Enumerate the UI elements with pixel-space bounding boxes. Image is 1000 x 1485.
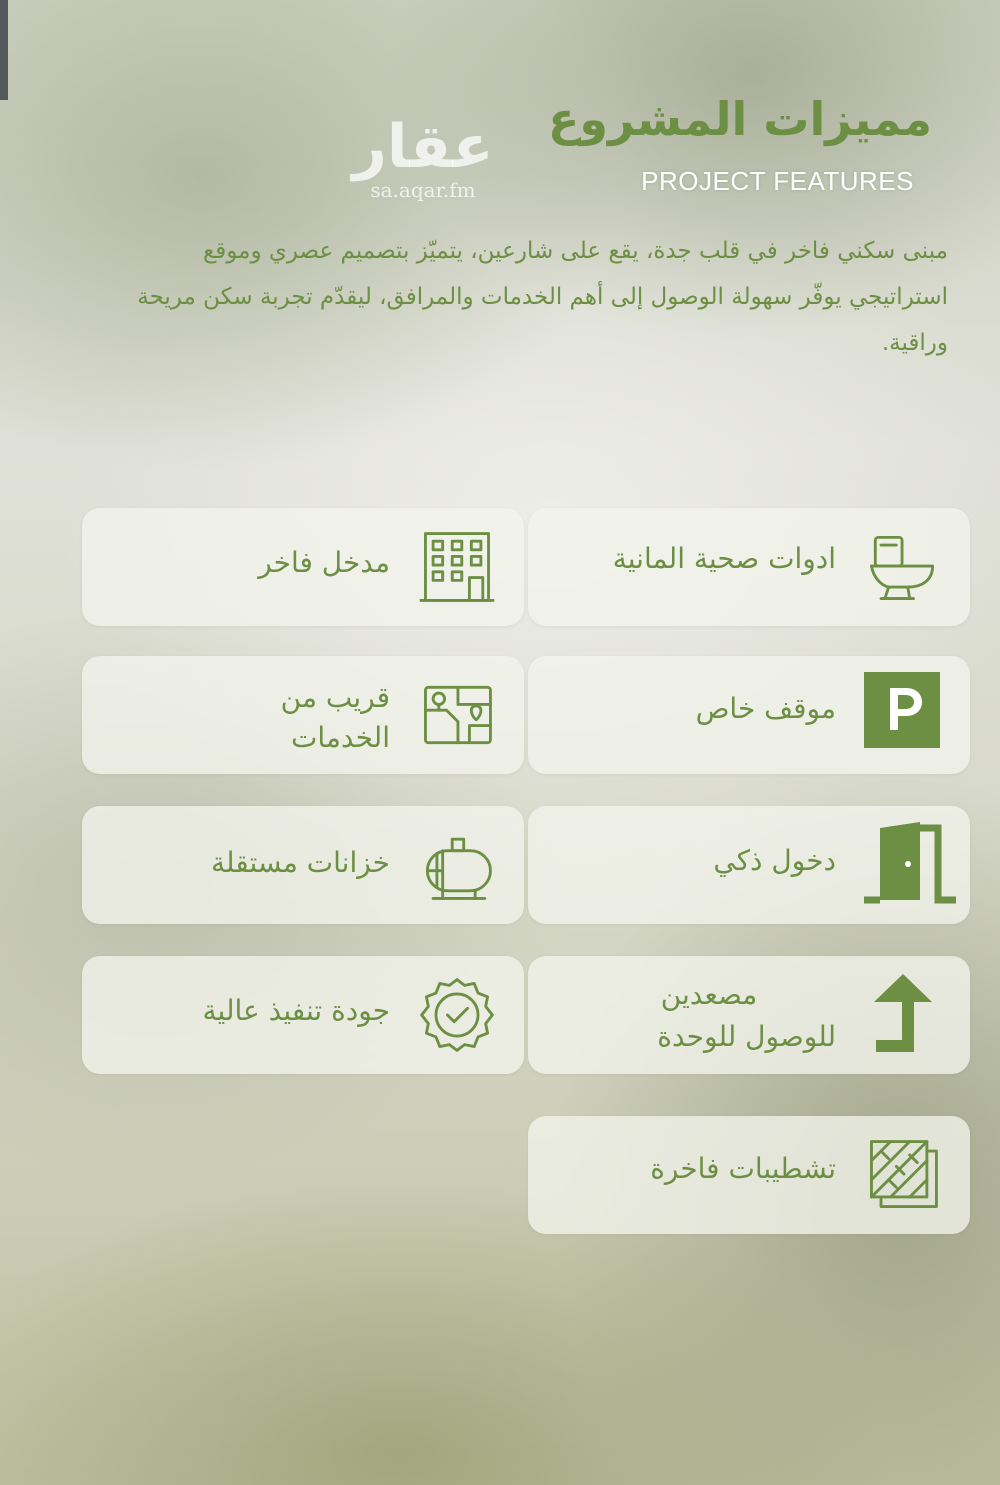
feature-label-line: قريب من: [280, 681, 390, 714]
feature-card-entrance: [82, 508, 524, 626]
elevator-arrow-icon: [868, 970, 938, 1060]
feature-card-services: [82, 656, 524, 774]
watermark-url: sa.aqar.fm: [370, 178, 476, 202]
page-title: مميزات المشروع: [547, 92, 932, 146]
tiles-icon: [860, 1132, 946, 1218]
feature-card-quality: [82, 956, 524, 1074]
feature-label: موقف خاص: [695, 692, 836, 725]
feature-card-smart-entry: [528, 806, 970, 924]
edge-strip: [0, 0, 8, 100]
page-subtitle: PROJECT FEATURES: [641, 166, 914, 196]
feature-label-line: للوصول للوحدة: [657, 1020, 836, 1053]
feature-label-multiline: [542, 974, 836, 1058]
feature-label: ادوات صحية المانية: [612, 542, 836, 575]
parking-icon: [862, 670, 942, 750]
feature-card-sanitary: [528, 508, 970, 626]
building-icon: [414, 524, 500, 610]
feature-card-finishes: [528, 1116, 970, 1234]
feature-label: تشطيبات فاخرة: [650, 1152, 836, 1185]
intro-paragraph: مبنى سكني فاخر في قلب جدة، يقع على شارعين، يتميّز بتصميم عصري وموقع استراتيجي يوفّر سهولة الوصول إلى أهم الخدمات والمرافق، ليقدّم تجربة سكن مريحة وراقية.: [137, 238, 948, 356]
feature-label: جودة تنفيذ عالية: [202, 994, 390, 1027]
watermark-logo: عقار: [352, 112, 494, 182]
feature-label: دخول ذكي: [713, 844, 836, 877]
feature-card-tanks: [82, 806, 524, 924]
toilet-icon: [860, 524, 946, 610]
feature-card-elevators: [528, 956, 970, 1074]
map-icon: [414, 672, 500, 758]
feature-card-parking: [528, 656, 970, 774]
watermark: [338, 112, 508, 202]
feature-label-line: الخدمات: [291, 721, 390, 754]
water-tank-icon: [414, 822, 500, 908]
quality-badge-icon: [414, 972, 500, 1058]
feature-label-line: مصعدين: [660, 978, 758, 1011]
feature-label-multiline: [96, 678, 390, 758]
door-icon: [860, 820, 960, 910]
feature-label: مدخل فاخر: [258, 546, 390, 579]
feature-label: خزانات مستقلة: [211, 846, 390, 879]
